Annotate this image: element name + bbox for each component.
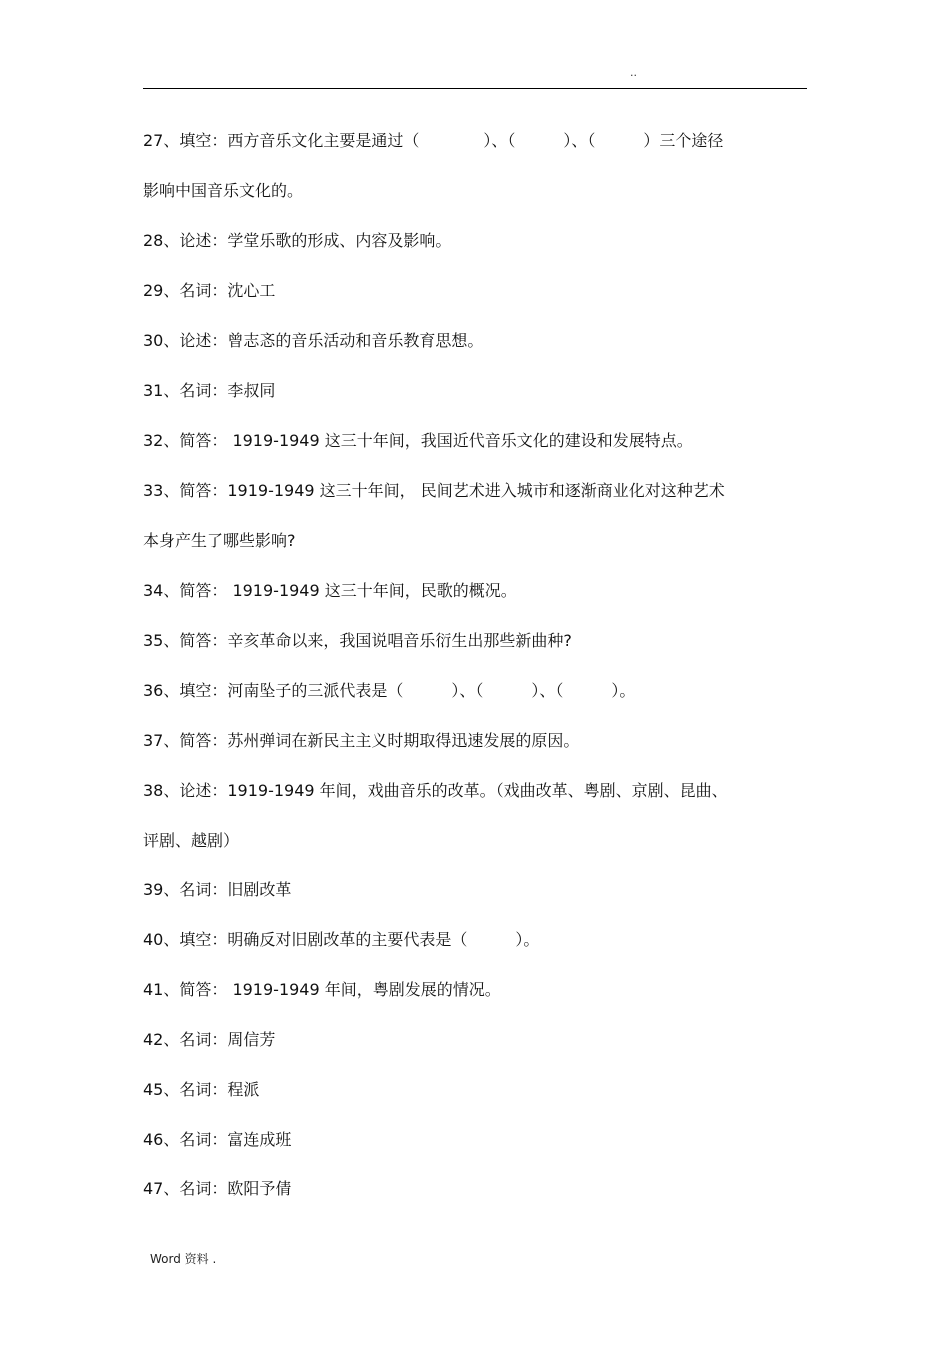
question-38-line-1: 38、论述：1919-1949 年间，戏曲音乐的改革。（戏曲改革、粤剧、京剧、昆曲、 <box>143 781 728 800</box>
question-30: 30、论述：曾志忞的音乐活动和音乐教育思想。 <box>143 331 484 350</box>
question-35: 35、简答：辛亥革命以来，我国说唱音乐衍生出那些新曲种? <box>143 631 572 650</box>
question-38-line-2: 评剧、越剧） <box>143 831 240 850</box>
question-45: 45、名词：程派 <box>143 1080 260 1099</box>
question-31: 31、名词：李叔同 <box>143 381 276 400</box>
question-39: 39、名词：旧剧改革 <box>143 880 292 899</box>
question-34: 34、简答： 1919-1949 这三十年间，民歌的概况。 <box>143 581 517 600</box>
question-28: 28、论述：学堂乐歌的形成、内容及影响。 <box>143 231 452 250</box>
question-46: 46、名词：富连成班 <box>143 1130 292 1149</box>
question-29: 29、名词：沈心工 <box>143 281 276 300</box>
footer-text: Word 资料 . <box>150 1252 217 1266</box>
question-33-line-1: 33、简答：1919-1949 这三十年间， 民间艺术进入城市和逐渐商业化对这种艺术 <box>143 481 725 500</box>
question-40: 40、填空：明确反对旧剧改革的主要代表是（ ）。 <box>143 930 540 949</box>
header-mark: .. <box>630 66 637 79</box>
header-rule <box>143 88 807 89</box>
question-47: 47、名词：欧阳予倩 <box>143 1179 292 1198</box>
question-37: 37、简答：苏州弹词在新民主主义时期取得迅速发展的原因。 <box>143 731 580 750</box>
question-33-line-2: 本身产生了哪些影响? <box>143 531 296 550</box>
question-27-line-1: 27、填空：西方音乐文化主要是通过（ ）、（ ）、（ ）三个途径 <box>143 131 724 150</box>
question-42: 42、名词：周信芳 <box>143 1030 276 1049</box>
question-32: 32、简答： 1919-1949 这三十年间，我国近代音乐文化的建设和发展特点。 <box>143 431 693 450</box>
question-27-line-2: 影响中国音乐文化的。 <box>143 181 304 200</box>
question-41: 41、简答： 1919-1949 年间，粤剧发展的情况。 <box>143 980 501 999</box>
question-36: 36、填空：河南坠子的三派代表是（ ）、（ ）、（ ）。 <box>143 681 636 700</box>
